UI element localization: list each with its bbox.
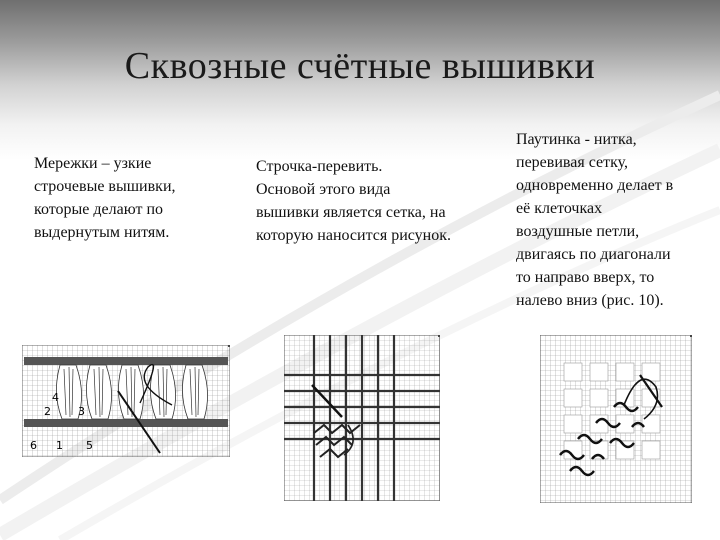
text-line: вышивки является сетка, на	[256, 204, 446, 221]
label-1: 1	[56, 439, 63, 452]
text-line: которые делают по	[34, 201, 164, 218]
text-line: Паутинка - нитка,	[516, 131, 637, 148]
text-line: воздушные петли,	[516, 223, 640, 240]
text-line: одновременно делает в	[516, 177, 674, 194]
label-6: 6	[30, 439, 37, 452]
text-line: Основой этого вида	[256, 181, 391, 198]
text-line: Строчка-перевить.	[256, 158, 383, 175]
needle-weaving-figure	[284, 335, 440, 501]
mark-dot	[690, 335, 692, 337]
text-column-spider-web	[516, 128, 673, 312]
text-line: строчевые вышивки,	[34, 178, 176, 195]
hemstitch-figure	[22, 345, 230, 457]
text-line: её клеточках	[516, 200, 603, 217]
text-column-hemstitch	[34, 152, 176, 244]
mark-dot	[228, 345, 230, 347]
text-line: выдернутым нитям.	[34, 224, 170, 241]
text-line: налево вниз (рис. 10).	[516, 292, 664, 309]
label-4: 4	[52, 391, 59, 404]
text-line: перевивая сетку,	[516, 154, 629, 171]
text-column-needle-weaving	[256, 155, 451, 247]
spider-web-figure	[540, 335, 692, 503]
text-line: которую наносится рисунок.	[256, 227, 451, 244]
label-3: 3	[78, 405, 85, 418]
slide-title: Сквозные счётные вышивки	[124, 45, 596, 87]
text-line: Мережки – узкие	[34, 155, 152, 172]
text-line: то направо вверх, то	[516, 269, 655, 286]
mark-dot	[438, 335, 440, 337]
text-line: двигаясь по диагонали	[516, 246, 671, 263]
label-5: 5	[86, 439, 93, 452]
label-2: 2	[44, 405, 51, 418]
